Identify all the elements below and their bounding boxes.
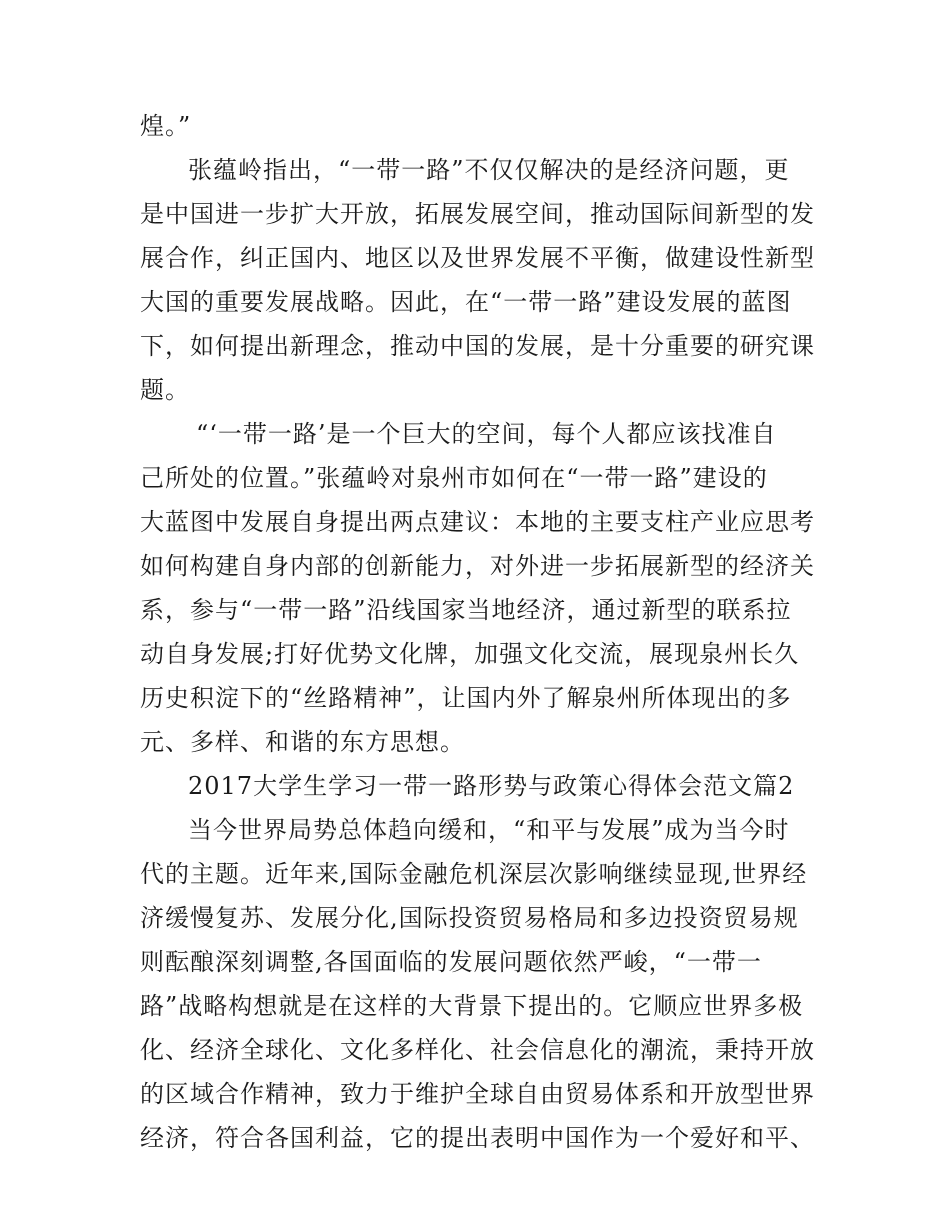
text-line: 大国的重要发展战略。因此，在“一带一路”建设发展的蓝图	[140, 288, 792, 316]
text-line: 展合作，纠正国内、地区以及世界发展不平衡，做建设性新型	[140, 244, 815, 272]
text-line: 代的主题。近年来,国际金融危机深层次影响继续显现,世界经	[140, 860, 808, 888]
text-line: 动自身发展;打好优势文化牌，加强文化交流，展现泉州长久	[140, 640, 800, 668]
paragraph-start: “‘一带一路’是一个巨大的空间，每个人都应该找准自	[196, 420, 777, 448]
text-line: 经济，符合各国利益，它的提出表明中国作为一个爱好和平、	[140, 1124, 815, 1152]
text-line: 则酝酿深刻调整,各国面临的发展问题依然严峻，“一带一	[140, 948, 762, 976]
text-line: 煌。”	[140, 112, 192, 140]
text-line: 大蓝图中发展自身提出两点建议：本地的主要支柱产业应思考	[140, 508, 815, 536]
text-line: 己所处的位置。”张蕴岭对泉州市如何在“一带一路”建设的	[140, 464, 768, 492]
text-line: 化、经济全球化、文化多样化、社会信息化的潮流，秉持开放	[140, 1036, 815, 1064]
text-line: 是中国进一步扩大开放，拓展发展空间，推动国际间新型的发	[140, 200, 815, 228]
text-line: 元、多样、和谐的东方思想。	[140, 728, 465, 756]
text-line: 系，参与“一带一路”沿线国家当地经济，通过新型的联系拉	[140, 596, 792, 624]
text-line: 下，如何提出新理念，推动中国的发展，是十分重要的研究课	[140, 332, 815, 360]
text-line: 路”战略构想就是在这样的大背景下提出的。它顺应世界多极	[140, 992, 804, 1020]
section-heading: 2017大学生学习一带一路形势与政策心得体会范文篇2	[188, 772, 795, 800]
text-line: 历史积淀下的“丝路精神”，让国内外了解泉州所体现出的多	[140, 684, 792, 712]
paragraph-start: 当今世界局势总体趋向缓和，“和平与发展”成为当今时	[188, 816, 790, 844]
text-line: 的区域合作精神，致力于维护全球自由贸易体系和开放型世界	[140, 1080, 815, 1108]
text-line: 如何构建自身内部的创新能力，对外进一步拓展新型的经济关	[140, 552, 815, 580]
paragraph-start: 张蕴岭指出，“一带一路”不仅仅解决的是经济问题，更	[188, 156, 790, 184]
text-line: 济缓慢复苏、发展分化,国际投资贸易格局和多边投资贸易规	[140, 904, 799, 932]
text-line: 题。	[140, 376, 190, 404]
